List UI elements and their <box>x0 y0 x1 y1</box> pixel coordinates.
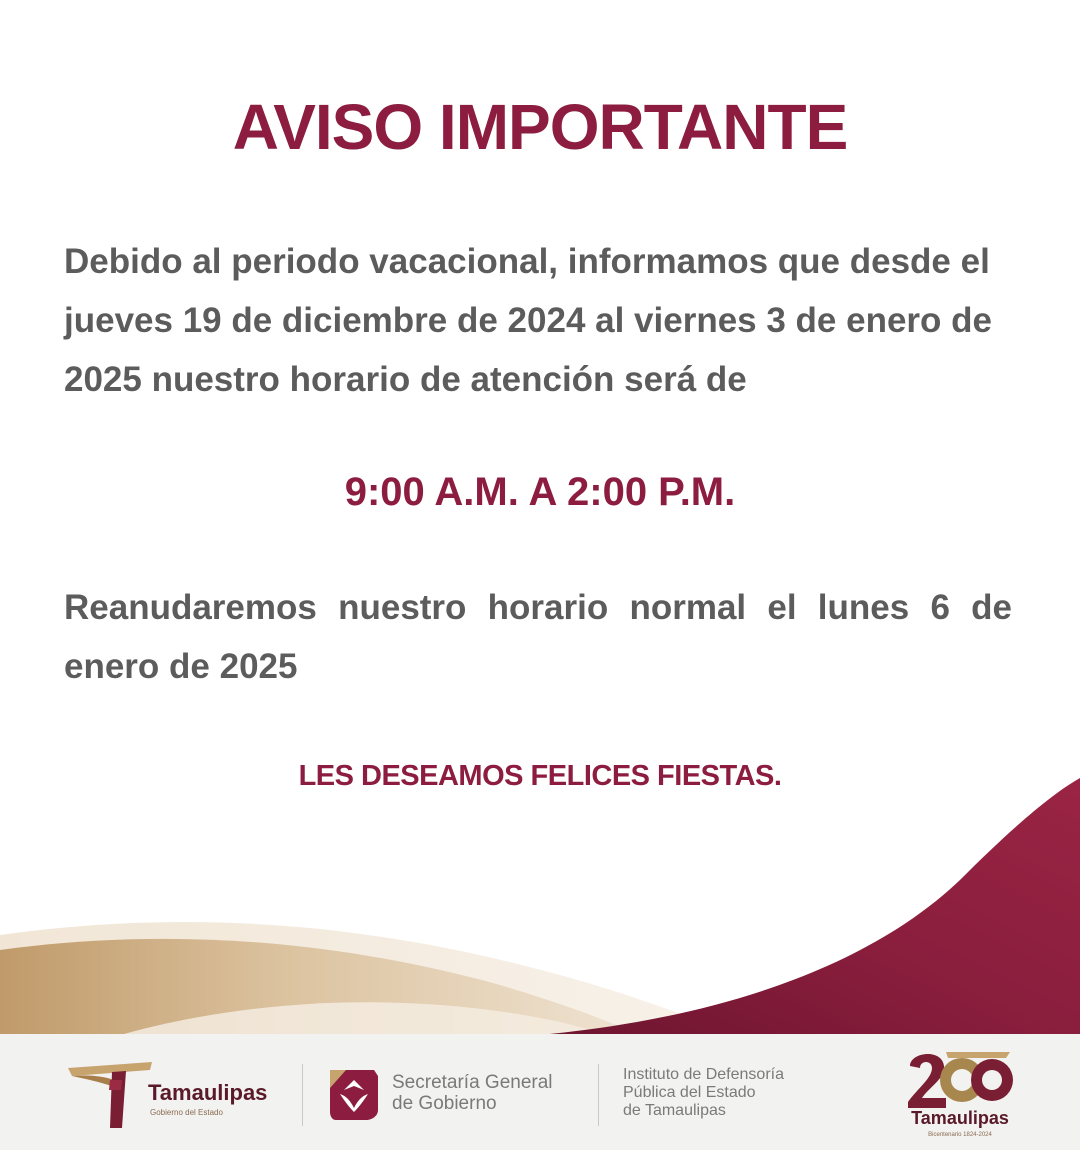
200-bicentenario-icon <box>906 1048 1014 1110</box>
tamaulipas-logo <box>66 1060 286 1130</box>
notice-hours: 9:00 A.M. A 2:00 P.M. <box>344 470 736 514</box>
notice-paragraph-dates: Debido al periodo vacacional, informamos que desde el jueves 19 de diciembre de 2024 al viernes 3 de enero de 2025 nuestro horario de atención será de <box>64 242 992 399</box>
secretaria-emblem-icon <box>326 1066 382 1122</box>
decorative-waves <box>0 760 1080 1040</box>
bicentenario-logo <box>898 1048 1022 1148</box>
instituto-logo-line-1: Instituto de Defensoría <box>623 1066 784 1083</box>
tamaulipas-logo-subtitle: Gobierno del Estado <box>150 1108 223 1117</box>
secretaria-logo-line-2: de Gobierno <box>392 1093 497 1114</box>
instituto-logo <box>623 1066 784 1120</box>
secretaria-logo <box>326 1066 590 1122</box>
tamaulipas-t-icon <box>66 1060 156 1130</box>
secretaria-logo-text <box>392 1072 553 1114</box>
secretaria-logo-line-1: Secretaría General <box>392 1072 553 1093</box>
bicentenario-logo-subtitle: Bicentenario 1824-2024 <box>928 1132 992 1138</box>
footer-logos <box>0 1034 1080 1150</box>
footer-divider <box>598 1064 599 1126</box>
notice-title: AVISO IMPORTANTE <box>232 91 848 163</box>
notice-paragraph-resume: Reanudaremos nuestro horario normal el lunes 6 de enero de 2025 <box>64 588 1012 686</box>
bicentenario-logo-name: Tamaulipas <box>911 1108 1009 1128</box>
notice-greeting: LES DESEAMOS FELICES FIESTAS. <box>298 760 782 792</box>
instituto-logo-line-2: Pública del Estado <box>623 1084 756 1101</box>
footer-divider <box>302 1064 303 1126</box>
tamaulipas-logo-name: Tamaulipas <box>148 1080 268 1105</box>
instituto-logo-line-3: de Tamaulipas <box>623 1102 726 1119</box>
